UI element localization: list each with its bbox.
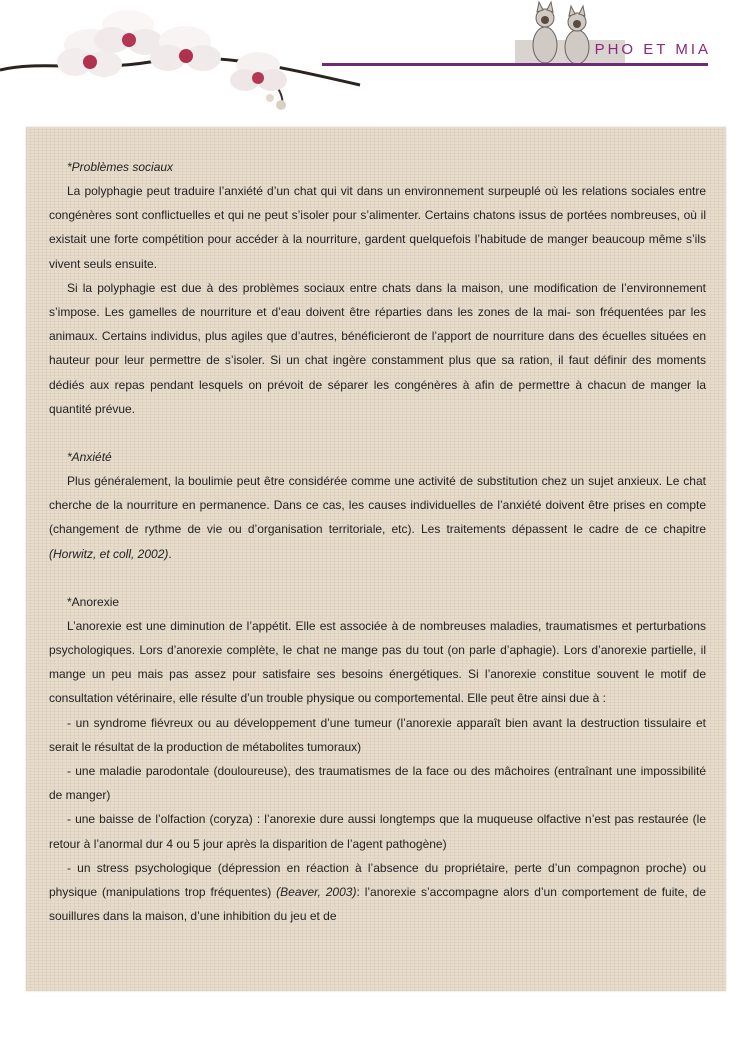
text-panel: [26, 127, 726, 991]
spacer: [49, 421, 706, 445]
bullet-stress: [49, 856, 706, 929]
citation-horwitz: (Horwitz, et coll, 2002): [49, 546, 169, 561]
bullet-periodontal: - une maladie parodontale (douloureuse), des traumatismes de la face ou des mâchoires (entraînant une impossibilité de manger): [49, 764, 706, 803]
paragraph-anxiety-1: [49, 469, 706, 566]
paragraph-social-2: Si la polyphagie est due à des problèmes sociaux entre chats dans la maison, une modification de l’environnement s’impose. Les gamelles de nourriture et d’eau doivent être réparties dans les zones de la mai- son fréquentées par les animaux. Certains individus, plus agiles que d’autres, bénéficieront de l’apport de nourriture dans des écuelles situées en hauteur pour leur permettre de s’isoler. Si un chat ingère constamment plus que sa ration, il faut définir des moments dédiés aux repas pendant lesquels on prévoit de séparer les congénères à afin de permettre à chacun de manger la quantité prévue.: [49, 280, 706, 416]
orchid-branch-illustration: [0, 0, 380, 120]
stress-end: : l’anorexie s’accompagne alors d’un comportement de fuite, de souillures dans la maison, d’une inhibition du jeu et de: [49, 885, 706, 924]
page-header: [0, 0, 751, 120]
bullet-fever: - un syndrome fiévreux ou au développement d’une tumeur (l’anorexie apparaît bien avant la destruction tissulaire et serait le résultat de la production de métabolites tumoraux): [49, 715, 706, 754]
section-title-anxiety: *Anxiété: [67, 450, 112, 465]
section-title-social: *Problèmes sociaux: [67, 160, 174, 174]
brand-divider-line: [322, 63, 708, 66]
anxiety-text: Plus généralement, la boulimie peut être considérée comme une activité de substitution chez un sujet anxieux. Le chat cherche de la nourriture en permanence. Dans ce cas, les causes individuelles de l’anxiété doivent être prises en compte (changement de rythme de vie ou d’organisation territoriale, etc). Les traitements dépassent le cadre de ce chapitre: [49, 474, 706, 537]
section-title-anorexia: *Anorexie: [67, 594, 120, 609]
spacer: [49, 566, 706, 590]
siamese-cats-illustration: [515, 0, 635, 70]
citation-beaver: (Beaver, 2003): [276, 885, 357, 900]
brand-name: PHO ET MIA: [594, 41, 711, 58]
orchid-flower-3: [150, 26, 221, 71]
orchid-flower-2: [94, 10, 163, 55]
anxiety-end: .: [168, 546, 172, 561]
article-body: [49, 155, 706, 928]
paragraph-social-1: La polyphagie peut traduire l’anxiété d’un chat qui vit dans un environnement surpeuplé où les relations sociales entre congénères sont conflictuelles et qui ne peut s’isoler pour s’alimenter. Certains chatons issus de portées nombreuses, où il existait une forte compétition pour accéder à la nourriture, gardent quelquefois l’habitude de manger beaucoup même s’ils vivent seuls ensuite.: [49, 184, 706, 271]
stress-text: - un stress psychologique (dépression en réaction à l’absence du propriétaire, perte d’un compagnon proche) ou physique (manipulations trop fréquentes): [49, 860, 706, 900]
bullet-olfaction: - une baisse de l’olfaction (coryza) : l’anorexie dure aussi longtemps que la muqueuse olfactive n’est pas restaurée (le retour à l’anormal dur 4 ou 5 jour après la disparition de l’agent pathogène): [49, 812, 706, 851]
paragraph-anorexia-1: L’anorexie est une diminution de l’appétit. Elle est associée à de nombreuses maladies, traumatismes et perturbations psychologiques. Lors d’anorexie complète, le chat ne mange pas du tout (on parle d’aphagie). Lors d’anorexie partielle, il mange un peu mais pas assez pour satisfaire ses besoins énergétiques. Si l’anorexie constitue souvent le motif de consultation vétérinaire, elle résulte d’un trouble physique ou comportemental. Elle peut être ainsi due à :: [49, 618, 706, 706]
orchid-flower-4: [230, 52, 287, 91]
